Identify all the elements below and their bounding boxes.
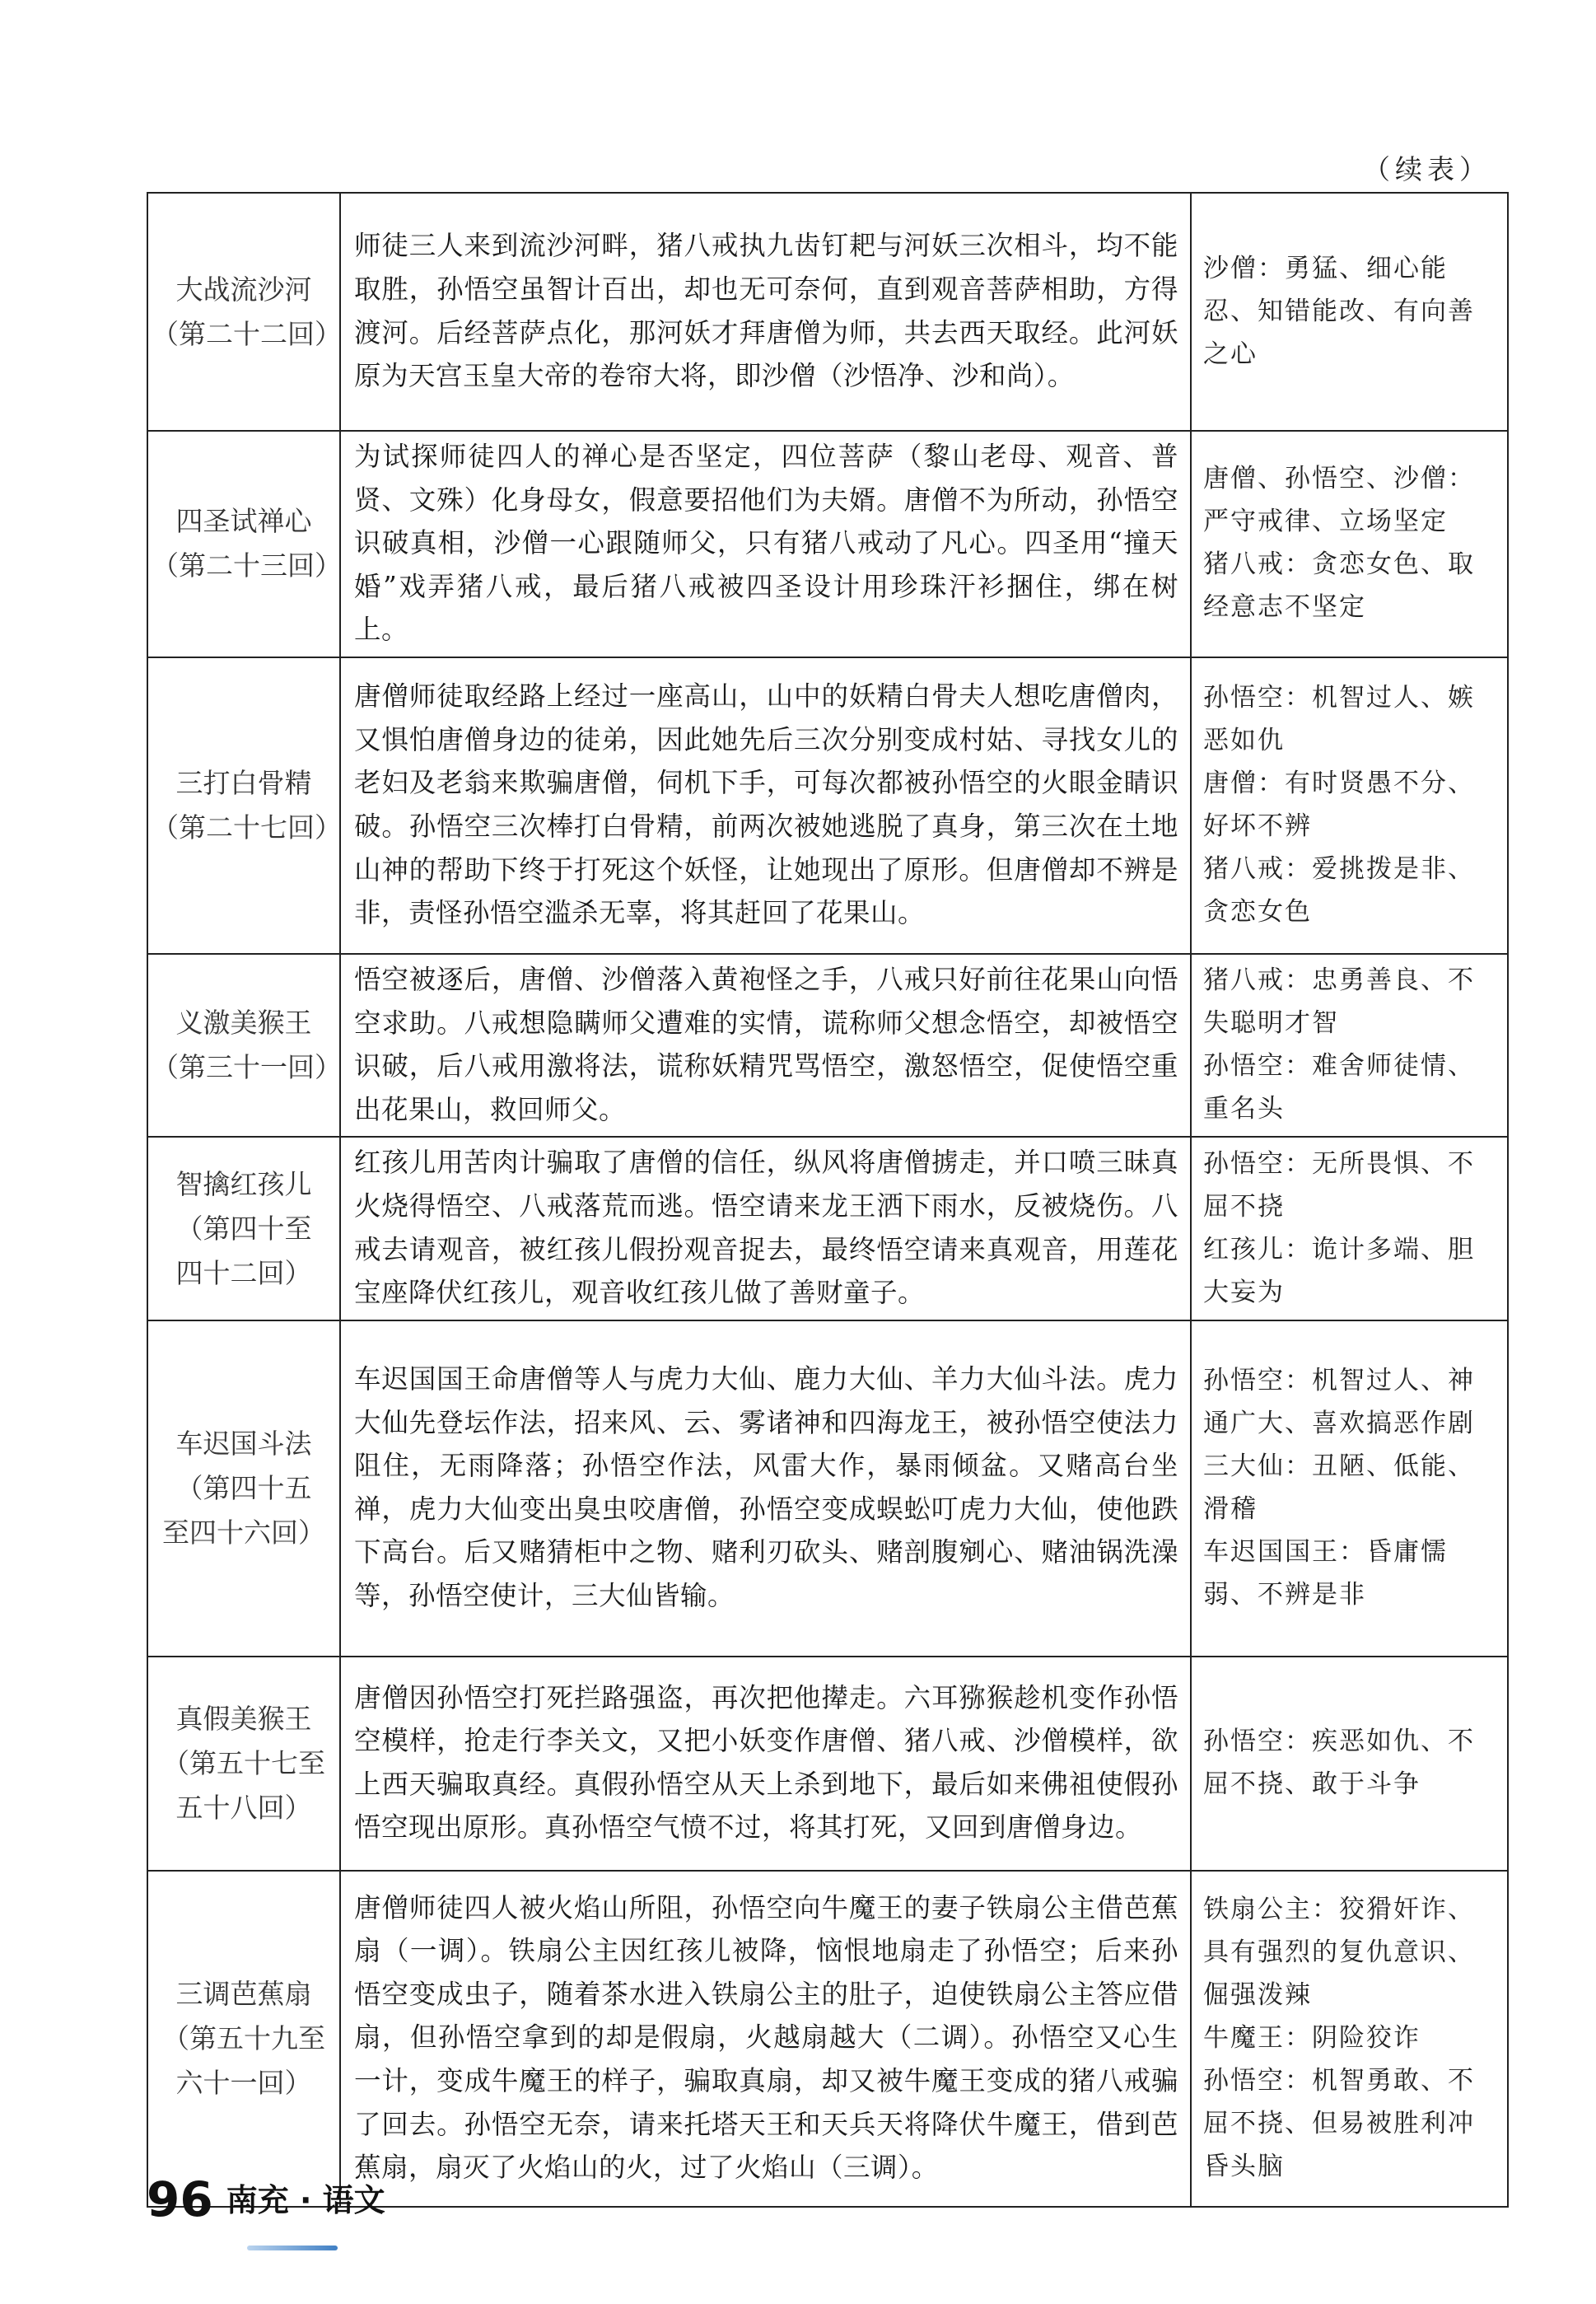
character-trait: 孙悟空：机智勇敢、不屈不挠、但易被胜利冲昏头脑 [1203,2065,1475,2181]
footer-decoration [247,2246,338,2250]
character-traits-cell [1191,431,1508,657]
episode-chapter: （第二十三回） [152,549,342,582]
episode-summary: 红孩儿用苦肉计骗取了唐僧的信任，纵风将唐僧掳走，并口喷三昧真火烧得悟空、八戒落荒而逃。悟空请来龙王洒下雨水，反被烧伤。八戒去请观音，被红孩儿假扮观音捉去，最终悟空请来真观音，用莲花宝座降伏红孩儿，观音收红孩儿做了善财童子。 [340,1137,1191,1320]
table-row [147,431,1508,657]
episode-chapter: （第五十七至 五十八回） [162,1746,325,1824]
episode-summary: 悟空被逐后，唐僧、沙僧落入黄袍怪之手，八戒只好前往花果山向悟空求助。八戒想隐瞒师父遭难的实情，谎称师父想念悟空，却被悟空识破，后八戒用激将法，谎称妖精咒骂悟空，激怒悟空，促使悟空重出花果山，救回师父。 [340,954,1191,1137]
episode-chapter: （第二十七回） [152,811,342,844]
character-trait: 沙僧：勇猛、细心能忍、知错能改、有向善之心 [1203,253,1475,369]
episode-title: 真假美猴王 [175,1702,312,1735]
episode-title-cell [147,1320,340,1657]
episode-title: 智擒红孩儿 [175,1167,312,1200]
episode-title: 义激美猴王 [175,1007,312,1040]
episode-title: 四圣试禅心 [175,505,312,538]
character-trait: 猪八戒：贪恋女色、取经意志不坚定 [1203,549,1475,623]
episode-title-cell [147,193,340,431]
continued-label: （续表） [1363,153,1491,185]
character-trait: 铁扇公主：狡猾奸诈、具有强烈的复仇意识、倔强泼辣 [1203,1894,1475,2010]
page-footer [147,2171,385,2227]
table-body [147,193,1508,2207]
character-trait: 车迟国国王：昏庸懦弱、不辨是非 [1203,1536,1448,1610]
episode-title-cell [147,431,340,657]
episode-summary: 车迟国国王命唐僧等人与虎力大仙、鹿力大仙、羊力大仙斗法。虎力大仙先登坛作法，招来风、云、雾诸神和四海龙王，被孙悟空使法力阻住，无雨降落；孙悟空作法，风雷大作，暴雨倾盆。又赌高台坐禅，虎力大仙变出臭虫咬唐僧，孙悟空变成蜈蚣叮虎力大仙，使他跌下高台。后又赌猜柜中之物、赌利刃砍头、赌剖腹剜心、赌油锅洗澡等，孙悟空使计，三大仙皆输。 [340,1320,1191,1657]
table-row [147,193,1508,431]
episode-title-cell [147,954,340,1137]
book-name: 南充 · 语文 [226,2182,385,2218]
episode-summary: 为试探师徒四人的禅心是否坚定，四位菩萨（黎山老母、观音、普贤、文殊）化身母女，假意要招他们为夫婿。唐僧不为所动，孙悟空识破真相，沙僧一心跟随师父，只有猪八戒动了凡心。四圣用“撞天婚”戏弄猪八戒，最后猪八戒被四圣设计用珍珠汗衫捆住，绑在树上。 [340,431,1191,657]
table-row [147,954,1508,1137]
character-trait: 三大仙：丑陋、低能、滑稽 [1203,1451,1475,1524]
page-number: 96 [147,2171,213,2227]
table-row [147,657,1508,954]
character-trait: 唐僧：有时贤愚不分、好坏不辨 [1203,768,1475,841]
table-row [147,1137,1508,1320]
character-traits-cell [1191,1871,1508,2207]
character-traits-cell [1191,954,1508,1137]
character-trait: 孙悟空：无所畏惧、不屈不挠 [1203,1148,1475,1222]
episode-summary: 唐僧师徒四人被火焰山所阻，孙悟空向牛魔王的妻子铁扇公主借芭蕉扇（一调）。铁扇公主因红孩儿被降，恼恨地扇走了孙悟空；后来孙悟空变成虫子，随着茶水进入铁扇公主的肚子，迫使铁扇公主答应借扇，但孙悟空拿到的却是假扇，火越扇越大（二调）。孙悟空又心生一计，变成牛魔王的样子，骗取真扇，却又被牛魔王变成的猪八戒骗了回去。孙悟空无奈，请来托塔天王和天兵天将降伏牛魔王，借到芭蕉扇，扇灭了火焰山的火，过了火焰山（三调）。 [340,1871,1191,2207]
character-traits-cell [1191,1657,1508,1871]
episode-title: 大战流沙河 [175,273,312,306]
episode-summary: 师徒三人来到流沙河畔，猪八戒执九齿钉耙与河妖三次相斗，均不能取胜，孙悟空虽智计百出，却也无可奈何，直到观音菩萨相助，方得渡河。后经菩萨点化，那河妖才拜唐僧为师，共去西天取经。此河妖原为天宫玉皇大帝的卷帘大将，即沙僧（沙悟净、沙和尚）。 [340,193,1191,431]
table-row [147,1657,1508,1871]
episode-title: 三打白骨精 [175,766,312,799]
plot-summary-table [147,192,1509,2208]
episode-title-cell [147,1871,340,2207]
character-trait: 牛魔王：阴险狡诈 [1203,2022,1421,2053]
character-traits-cell [1191,1320,1508,1657]
character-trait: 红孩儿：诡计多端、胆大妄为 [1203,1234,1475,1307]
character-traits-cell [1191,1137,1508,1320]
character-traits-cell [1191,193,1508,431]
table-row [147,1320,1508,1657]
episode-chapter: （第四十五 至四十六回） [162,1471,325,1549]
character-trait: 孙悟空：机智过人、神通广大、喜欢搞恶作剧 [1203,1365,1475,1438]
episode-title-cell [147,657,340,954]
character-trait: 猪八戒：爱挑拨是非、贪恋女色 [1203,853,1475,927]
episode-title: 车迟国斗法 [175,1427,312,1460]
episode-title-cell [147,1657,340,1871]
episode-chapter: （第四十至 四十二回） [175,1212,312,1289]
episode-summary: 唐僧因孙悟空打死拦路强盗，再次把他撵走。六耳猕猴趁机变作孙悟空模样，抢走行李关文，又把小妖变作唐僧、猪八戒、沙僧模样，欲上西天骗取真经。真假孙悟空从天上杀到地下，最后如来佛祖使假孙悟空现出原形。真孙悟空气愤不过，将其打死，又回到唐僧身边。 [340,1657,1191,1871]
episode-chapter: （第三十一回） [152,1051,342,1084]
table-row [147,1871,1508,2207]
character-traits-cell [1191,657,1508,954]
episode-title-cell [147,1137,340,1320]
episode-chapter: （第五十九至 六十一回） [162,2021,325,2099]
episode-summary: 唐僧师徒取经路上经过一座高山，山中的妖精白骨夫人想吃唐僧肉，又惧怕唐僧身边的徒弟，因此她先后三次分别变成村姑、寻找女儿的老妇及老翁来欺骗唐僧，伺机下手，可每次都被孙悟空的火眼金睛识破。孙悟空三次棒打白骨精，前两次被她逃脱了真身，第三次在土地山神的帮助下终于打死这个妖怪，让她现出了原形。但唐僧却不辨是非，责怪孙悟空滥杀无辜，将其赶回了花果山。 [340,657,1191,954]
episode-title: 三调芭蕉扇 [175,1977,312,2010]
character-trait: 孙悟空：难舍师徒情、重名头 [1203,1051,1475,1124]
character-trait: 孙悟空：机智过人、嫉恶如仇 [1203,682,1475,755]
character-trait: 猪八戒：忠勇善良、不失聪明才智 [1203,965,1475,1039]
character-trait: 孙悟空：疾恶如仇、不屈不挠、敢于斗争 [1203,1726,1475,1799]
episode-chapter: （第二十二回） [152,317,342,350]
character-trait: 唐僧、孙悟空、沙僧：严守戒律、立场坚定 [1203,464,1475,537]
